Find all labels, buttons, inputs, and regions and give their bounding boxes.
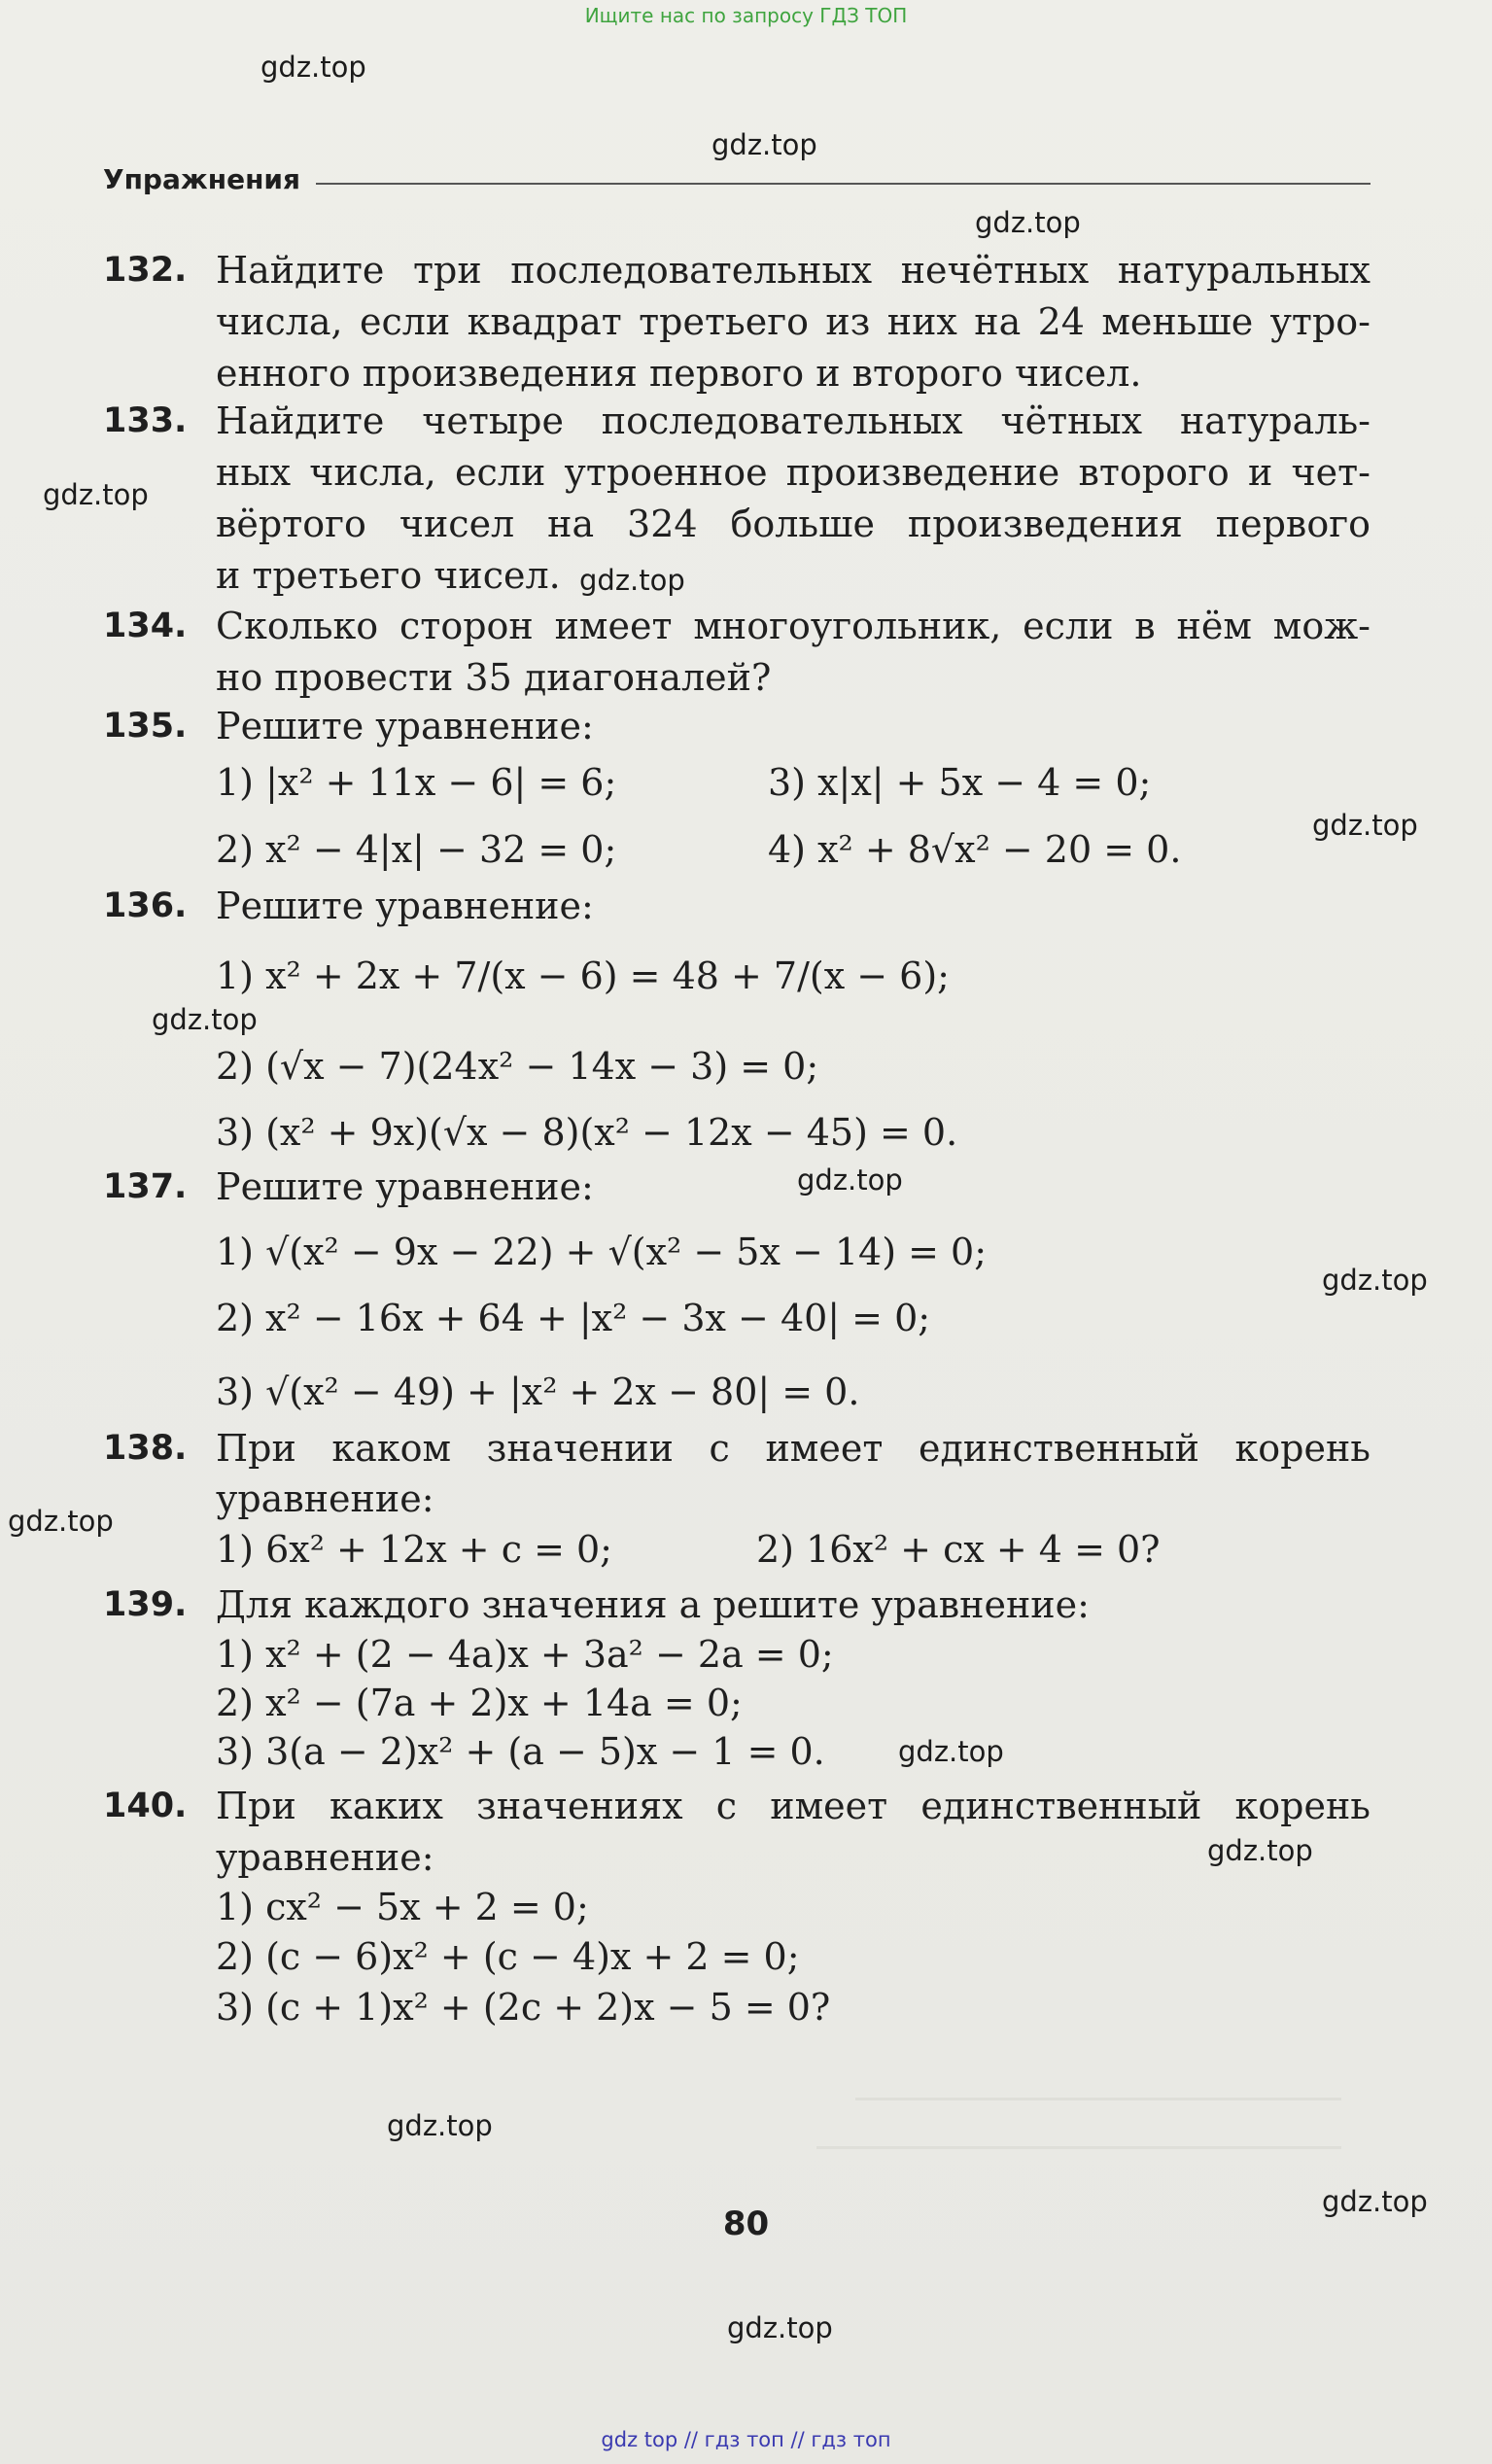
exercise-text-line: енного произведения первого и второго чисел. <box>216 352 1142 395</box>
equation: 2) (√x − 7)(24x² − 14x − 3) = 0; <box>216 1045 819 1088</box>
exercise-number: 134. <box>103 607 188 645</box>
footer-links[interactable]: gdz top // гдз топ // гдз топ <box>601 2428 891 2451</box>
watermark: gdz.top <box>898 1735 1004 1768</box>
exercise-text-line: При каких значениях c имеет единственный корень <box>216 1785 1371 1827</box>
show-through-line <box>816 2146 1341 2149</box>
equation: 2) x² − (7a + 2)x + 14a = 0; <box>216 1682 743 1724</box>
exercise-number: 136. <box>103 886 188 925</box>
watermark: gdz.top <box>43 478 149 511</box>
exercise-number: 139. <box>103 1585 188 1624</box>
exercise-number: 132. <box>103 251 188 290</box>
equation: 3) 3(a − 2)x² + (a − 5)x − 1 = 0. <box>216 1730 825 1773</box>
exercise-text-line: но провести 35 диагоналей? <box>216 656 772 699</box>
exercise-text-line: Найдите три последовательных нечётных натуральных <box>216 249 1371 292</box>
show-through-line <box>855 2098 1341 2100</box>
exercise-text-line: При каком значении c имеет единственный корень <box>216 1427 1371 1470</box>
equation: 1) 6x² + 12x + c = 0; <box>216 1528 612 1571</box>
exercise-number: 137. <box>103 1167 188 1206</box>
equation: 2) (c − 6)x² + (c − 4)x + 2 = 0; <box>216 1935 800 1978</box>
equation: 3) x|x| + 5x − 4 = 0; <box>768 761 1152 804</box>
exercise-text-line: вёртого чисел на 324 больше произведения первого <box>216 503 1371 545</box>
watermark: gdz.top <box>1312 809 1418 842</box>
watermark: gdz.top <box>8 1505 114 1538</box>
equation: 1) x² + 2x + 7/(x − 6) = 48 + 7/(x − 6); <box>216 954 950 997</box>
exercise-text-line: Сколько сторон имеет многоугольник, если в нём мож- <box>216 605 1371 647</box>
exercise-number: 133. <box>103 401 188 440</box>
section-title: Упражнения <box>103 163 301 195</box>
exercise-text-line: Найдите четыре последовательных чётных натураль- <box>216 399 1371 442</box>
watermark: gdz.top <box>1322 1264 1428 1297</box>
watermark: gdz.top <box>1322 2185 1428 2218</box>
watermark: gdz.top <box>975 206 1081 239</box>
exercise-prompt: Для каждого значения a решите уравнение: <box>216 1583 1090 1626</box>
equation: 2) x² − 4|x| − 32 = 0; <box>216 828 617 871</box>
exercise-text-line: ных числа, если утроенное произведение второго и чет- <box>216 451 1371 494</box>
exercise-text-line: числа, если квадрат третьего из них на 24 меньше утро- <box>216 300 1371 343</box>
equation: 1) |x² + 11x − 6| = 6; <box>216 761 617 804</box>
exercise-number: 140. <box>103 1787 188 1825</box>
watermark: gdz.top <box>727 2311 833 2344</box>
watermark: gdz.top <box>711 128 817 161</box>
watermark: gdz.top <box>260 51 366 84</box>
equation: 1) √(x² − 9x − 22) + √(x² − 5x − 14) = 0; <box>216 1231 988 1273</box>
exercise-prompt: Решите уравнение: <box>216 885 594 927</box>
equation: 3) (c + 1)x² + (2c + 2)x − 5 = 0? <box>216 1986 831 2029</box>
equation: 3) √(x² − 49) + |x² + 2x − 80| = 0. <box>216 1371 860 1413</box>
exercise-text-line: уравнение: <box>216 1836 434 1879</box>
watermark: gdz.top <box>797 1163 903 1197</box>
equation: 2) 16x² + cx + 4 = 0? <box>756 1528 1161 1571</box>
header-rule <box>316 183 1371 185</box>
exercise-prompt: Решите уравнение: <box>216 1165 594 1208</box>
exercise-number: 135. <box>103 707 188 746</box>
exercise-text-line: и третьего чисел. <box>216 554 561 597</box>
top-banner[interactable]: Ищите нас по запросу ГДЗ ТОП <box>584 4 908 27</box>
watermark: gdz.top <box>387 2109 493 2142</box>
exercise-prompt: Решите уравнение: <box>216 705 594 747</box>
exercise-text-line: уравнение: <box>216 1477 434 1520</box>
equation: 3) (x² + 9x)(√x − 8)(x² − 12x − 45) = 0. <box>216 1111 958 1154</box>
equation: 4) x² + 8√x² − 20 = 0. <box>768 828 1182 871</box>
page-number: 80 <box>722 2204 770 2243</box>
exercise-number: 138. <box>103 1429 188 1468</box>
watermark: gdz.top <box>152 1003 258 1036</box>
watermark: gdz.top <box>579 564 685 597</box>
equation: 1) cx² − 5x + 2 = 0; <box>216 1886 589 1928</box>
equation: 2) x² − 16x + 64 + |x² − 3x − 40| = 0; <box>216 1297 931 1339</box>
equation: 1) x² + (2 − 4a)x + 3a² − 2a = 0; <box>216 1633 834 1676</box>
watermark: gdz.top <box>1207 1834 1313 1867</box>
